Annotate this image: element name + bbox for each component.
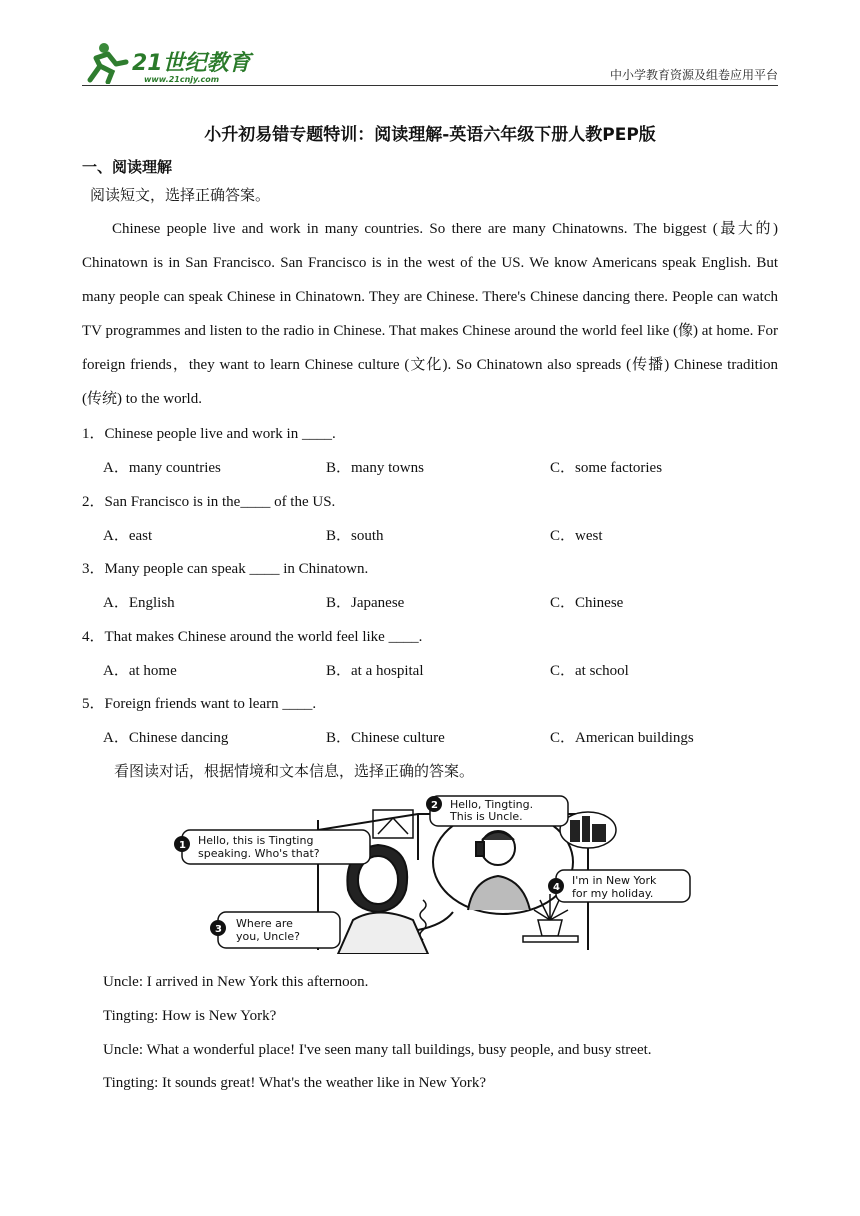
bubble-number: 1 — [179, 840, 186, 851]
option-a: A．many countries — [103, 460, 221, 476]
speech-bubble-4 — [548, 870, 690, 902]
bubble-text: speaking. Who's that? — [198, 847, 320, 860]
option-b: B．at a hospital — [326, 663, 424, 679]
passage-text: Chinese people live and work in many countries. So there are many Chinatowns. The biggest (最大的) Chinatown is in San Francisco. San Francisco is in the west of the US. We know Americans speak English. But many people can speak Chinese in Chinatown. They are Chinese. There's Chinese dancing there. People can watch TV programmes and listen to the radio in Chinese. That makes Chinese around the world feel like (像) at home. For foreign friends，they want to learn Chinese culture (文化). So Chinatown also spreads (传播) Chinese tradition (传统) to the world. — [82, 221, 778, 407]
speech-bubble-3 — [210, 912, 340, 948]
picture-frame — [373, 810, 413, 838]
bubble-text: Where are — [236, 917, 293, 930]
logo-text: 21世纪教育 — [132, 51, 251, 76]
option-a: A．English — [103, 595, 175, 611]
bubble-text: Hello, Tingting. — [450, 798, 534, 811]
bubble-number: 4 — [553, 882, 560, 893]
option-c: C．some factories — [550, 460, 663, 476]
option-b: B．Chinese culture — [326, 730, 445, 746]
option-a: A．at home — [103, 663, 177, 679]
option-c: C．at school — [550, 663, 629, 679]
logo — [82, 40, 257, 84]
bubble-number: 3 — [215, 924, 222, 935]
logo-url: www.21cnjy.com — [144, 75, 220, 84]
bubble-text: This is Uncle. — [450, 810, 523, 823]
option-c: C．west — [550, 528, 603, 544]
option-b: B．south — [326, 528, 384, 544]
dialogue-line: Tingting: How is New York? — [103, 1008, 277, 1024]
page-title: 小升初易错专题特训：阅读理解-英语六年级下册人教PEP版 — [204, 125, 656, 145]
question-stem: 5．Foreign friends want to learn ____. — [82, 696, 317, 712]
option-b: B．Japanese — [326, 595, 405, 611]
option-a: A．Chinese dancing — [103, 730, 229, 746]
page-header — [82, 36, 778, 86]
phone-cord — [420, 900, 426, 940]
question-stem: 2．San Francisco is in the____ of the US. — [82, 494, 336, 510]
instruction: 看图读对话，根据情境和文本信息，选择正确的答案。 — [114, 764, 475, 780]
reading-passage — [82, 212, 778, 416]
bubble-text: for my holiday. — [572, 887, 654, 900]
platform-name: 中小学教育资源及组卷应用平台 — [609, 68, 778, 82]
speech-bubble-2 — [426, 796, 568, 826]
section-heading: 一、阅读理解 — [82, 158, 173, 176]
question-stem: 1．Chinese people live and work in ____. — [82, 426, 336, 442]
speech-bubble-1 — [174, 830, 370, 864]
option-b: B．many towns — [326, 460, 424, 476]
question-stem: 3．Many people can speak ____ in Chinatown. — [82, 561, 369, 577]
option-a: A．east — [103, 528, 153, 544]
bubble-text: Hello, this is Tingting — [198, 834, 314, 847]
bubble-text: you, Uncle? — [236, 930, 300, 943]
question-stem: 4．That makes Chinese around the world feel like ____. — [82, 629, 423, 645]
option-c: C．Chinese — [550, 595, 624, 611]
dialogue-line: Tingting: It sounds great! What's the weather like in New York? — [103, 1075, 487, 1091]
bubble-text: I'm in New York — [572, 874, 657, 887]
runner-icon — [90, 43, 126, 82]
option-c: C．American buildings — [550, 730, 694, 746]
dialogue-line: Uncle: What a wonderful place! I've seen many tall buildings, busy people, and busy street. — [103, 1042, 652, 1058]
bubble-number: 2 — [431, 800, 438, 811]
dialogue-line: Uncle: I arrived in New York this afternoon. — [103, 974, 369, 990]
instruction: 阅读短文，选择正确答案。 — [90, 188, 271, 204]
phone-call-illustration — [168, 790, 694, 954]
header-divider — [82, 85, 778, 86]
